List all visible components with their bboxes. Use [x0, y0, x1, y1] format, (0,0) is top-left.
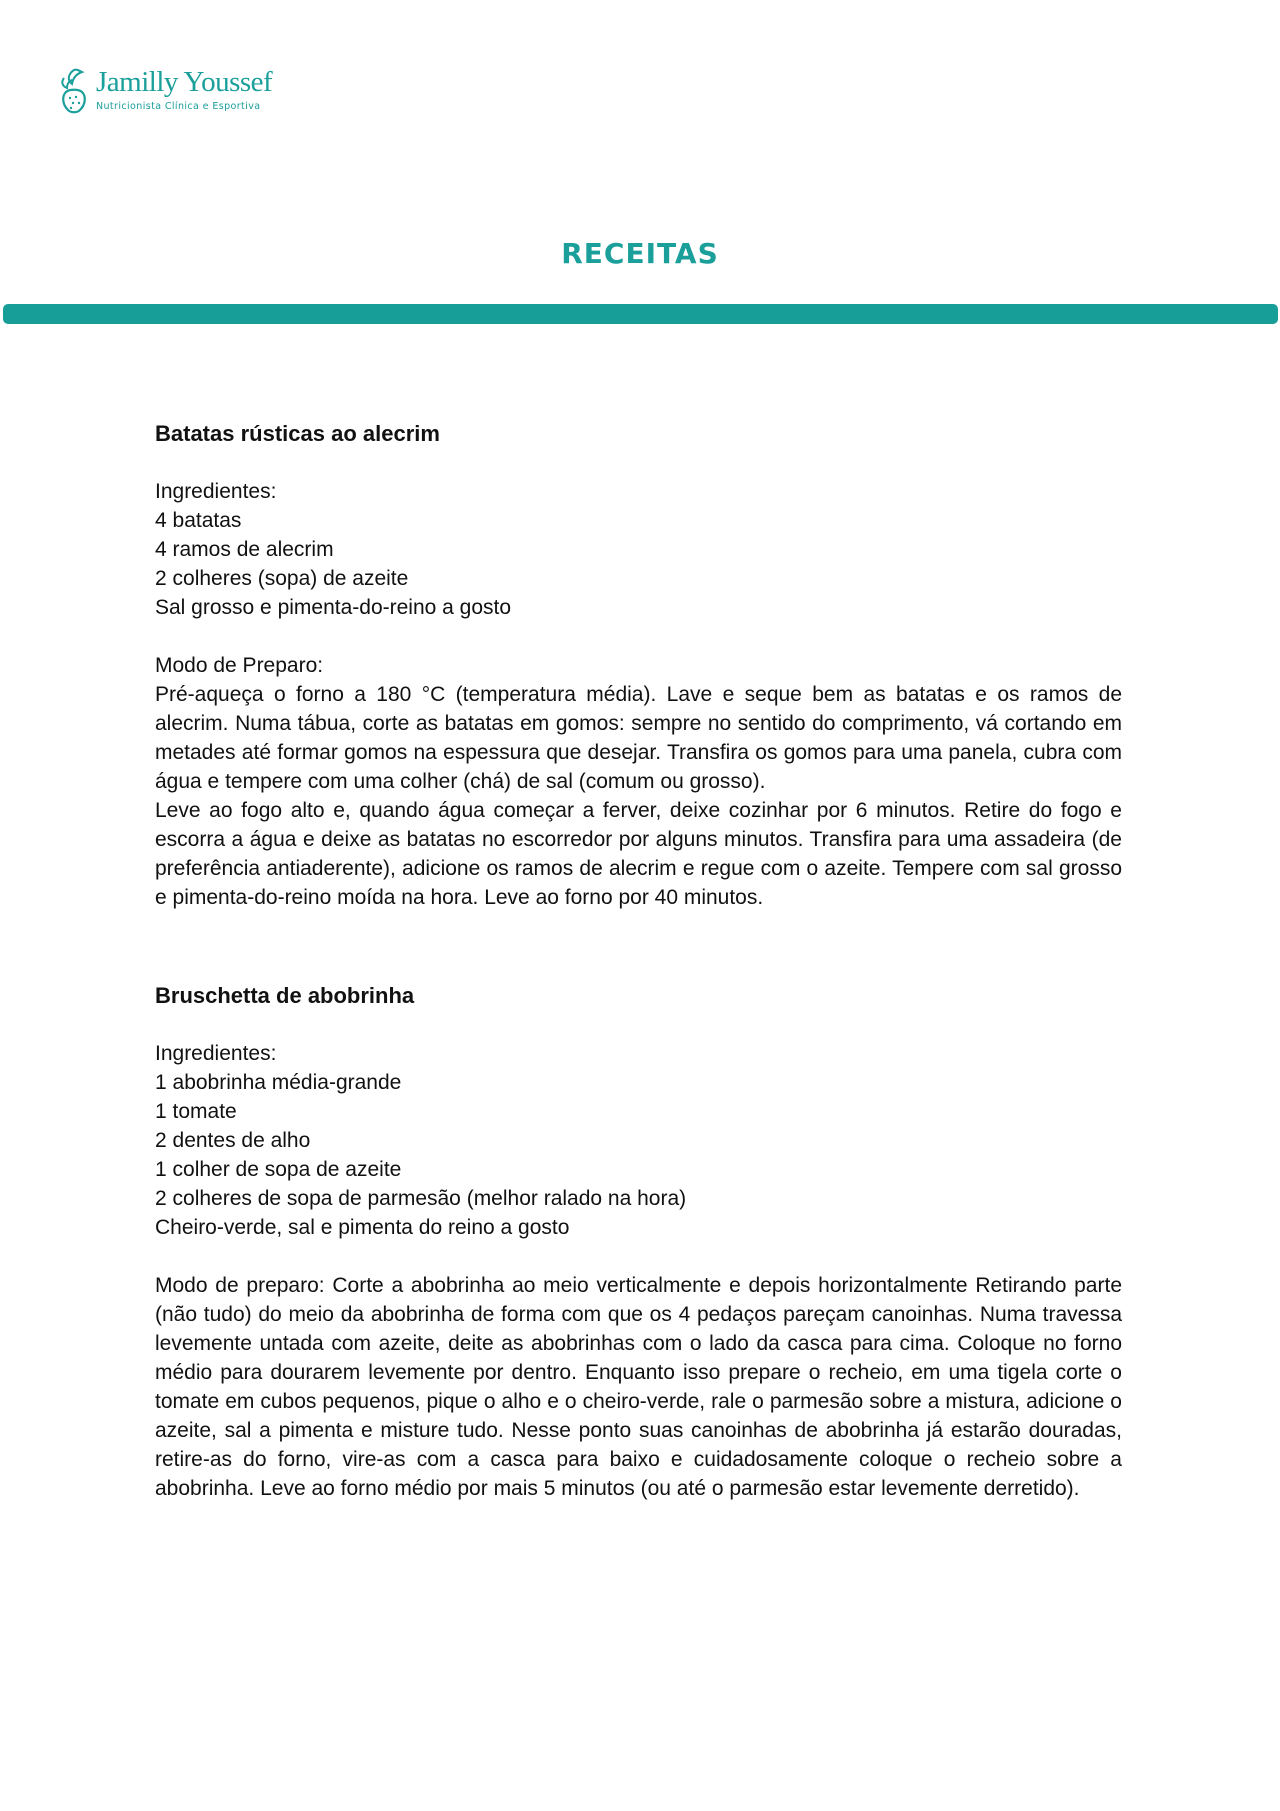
list-item: Cheiro-verde, sal e pimenta do reino a gosto — [155, 1216, 570, 1239]
ingredients-list — [155, 506, 1122, 622]
logo-tagline: Nutricionista Clínica e Esportiva — [96, 101, 261, 112]
spacer — [155, 622, 1122, 651]
spacer — [155, 1242, 1122, 1271]
list-item: 4 ramos de alecrim — [155, 538, 334, 561]
logo-name: Jamilly Youssef — [96, 66, 273, 98]
method-label: Modo de Preparo: — [155, 654, 324, 677]
recipe-separator — [155, 912, 1122, 978]
recipe-batatas — [155, 416, 1122, 912]
list-item: 1 abobrinha média-grande — [155, 1071, 402, 1094]
list-item: 2 colheres de sopa de parmesão (melhor ralado na hora) — [155, 1187, 687, 1210]
method-paragraph: Modo de preparo: Corte a abobrinha ao meio verticalmente e depois horizontalmente Retirando parte (não tudo) do meio da abobrinha de forma com que os 4 pedaços pareçam canoinhas. Numa travessa levemente untada com azeite, deite as abobrinhas com o lado da casca para cima. Coloque no forno médio para dourarem levemente por dentro. Enquanto isso prepare o recheio, em uma tigela corte o tomate em cubos pequenos, pique o alho e o cheiro-verde, rale o parmesão sobre a mistura, adicione o azeite, sal a pimenta e misture tudo. Nesse ponto suas canoinhas de abobrinha já estarão douradas, retire-as do forno, vire-as com a casca para baixo e cuidadosamente coloque o recheio sobre a abobrinha. Leve ao forno médio por mais 5 minutos (ou até o parmesão estar levemente derretido). — [155, 1274, 1122, 1500]
list-item: Sal grosso e pimenta-do-reino a gosto — [155, 596, 512, 619]
ingredients-list — [155, 1068, 1122, 1242]
page-title: RECEITAS — [561, 237, 719, 270]
list-item: 1 colher de sopa de azeite — [155, 1158, 402, 1181]
ingredients-label: Ingredientes: — [155, 480, 277, 503]
recipe-title: Bruschetta de abobrinha — [155, 983, 415, 1008]
recipe-bruschetta — [155, 978, 1122, 1503]
list-item: 2 colheres (sopa) de azeite — [155, 567, 409, 590]
list-item: 4 batatas — [155, 509, 242, 532]
list-item: 1 tomate — [155, 1100, 237, 1123]
strawberry-leaf-icon — [58, 66, 90, 120]
logo — [58, 64, 298, 124]
method-paragraph: Leve ao fogo alto e, quando água começar a ferver, deixe cozinhar por 6 minutos. Retire do fogo e escorra a água e deixe as batatas no escorredor por alguns minutos. Transfira para uma assadeira (de preferência antiaderente), adicione os ramos de alecrim e regue com o azeite. Tempere com sal grosso e pimenta-do-reino moída na hora. Leve ao forno por 40 minutos. — [155, 799, 1122, 909]
method-paragraph: Pré-aqueça o forno a 180 °C (temperatura média). Lave e seque bem as batatas e os ramos de alecrim. Numa tábua, corte as batatas em gomos: sempre no sentido do comprimento, vá cortando em metades até formar gomos na espessura que desejar. Transfira os gomos para uma panela, cubra com água e tempere com uma colher (chá) de sal (comum ou grosso). — [155, 683, 1122, 793]
recipe-title: Batatas rústicas ao alecrim — [155, 421, 440, 446]
list-item: 2 dentes de alho — [155, 1129, 311, 1152]
recipes-content — [155, 416, 1122, 1503]
ingredients-label: Ingredientes: — [155, 1042, 277, 1065]
title-divider — [3, 304, 1278, 324]
